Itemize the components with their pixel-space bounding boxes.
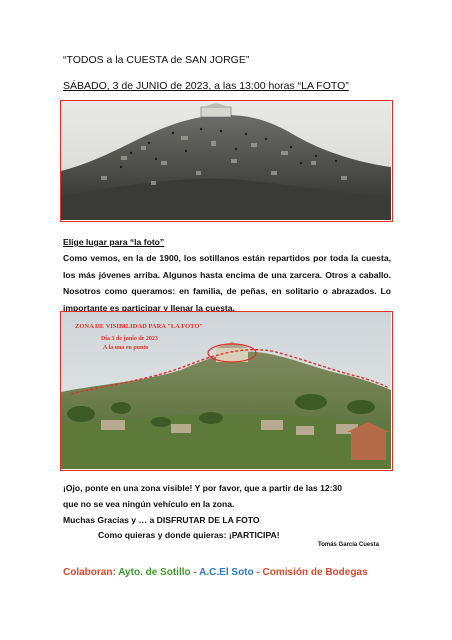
thanks-line: Muchas Gracias y … a DISFRUTAR DE LA FOTO (63, 515, 260, 525)
historic-photo-frame (60, 100, 393, 222)
collaborator-ayto-sotillo: Ayto. de Sotillo (118, 567, 191, 578)
collaborator-ac-el-soto: A.C.El Soto (199, 567, 254, 578)
document-title: “TODOS a la CUESTA de SAN JORGE” (63, 54, 250, 66)
collaborator-separator: - (193, 567, 197, 578)
annotated-photo-frame (60, 311, 393, 471)
collaborators-line (63, 567, 368, 578)
event-date-subtitle: SÁBADO, 3 de JUNIO de 2023, a las 13:00 horas “LA FOTO” (63, 80, 349, 92)
description-paragraph: Como vemos, en la de 1900, los sotillanos están repartidos por toda la cuesta, los más jóvenes arriba. Algunos hasta encima de una zarcera. Otros a caballo. Nosotros como queramos: en familia, de peñas, en solitario o abrazados. Lo importante es participar y llenar la cuesta. (63, 253, 391, 313)
collaborator-separator: - (256, 567, 260, 578)
collaborator-comision-bodegas: Comisión de Bodegas (262, 567, 368, 578)
no-vehicles-note: que no se vea ningún vehículo en la zona. (63, 499, 235, 509)
visibility-zone-label: ZONA DE VISIBILIDAD PARA "LA FOTO" (75, 323, 204, 330)
section-heading: Elige lugar para “la foto” (63, 237, 165, 247)
author-signature: Tomás García Cuesta (318, 542, 379, 548)
historic-photo-1900 (61, 101, 391, 220)
collaborators-label: Colaboran: (63, 567, 116, 578)
visibility-warning: ¡Ojo, ponte en una zona visible! Y por favor, que a partir de las 12:30 (63, 483, 343, 493)
annotated-visibility-photo (61, 312, 391, 469)
participate-line: Como quieras y donde quieras: ¡PARTICIPA! (98, 530, 280, 540)
photo-date-note: Día 3 de junio de 2023 (101, 336, 158, 342)
photo-time-note: A la una en punto (103, 345, 149, 351)
